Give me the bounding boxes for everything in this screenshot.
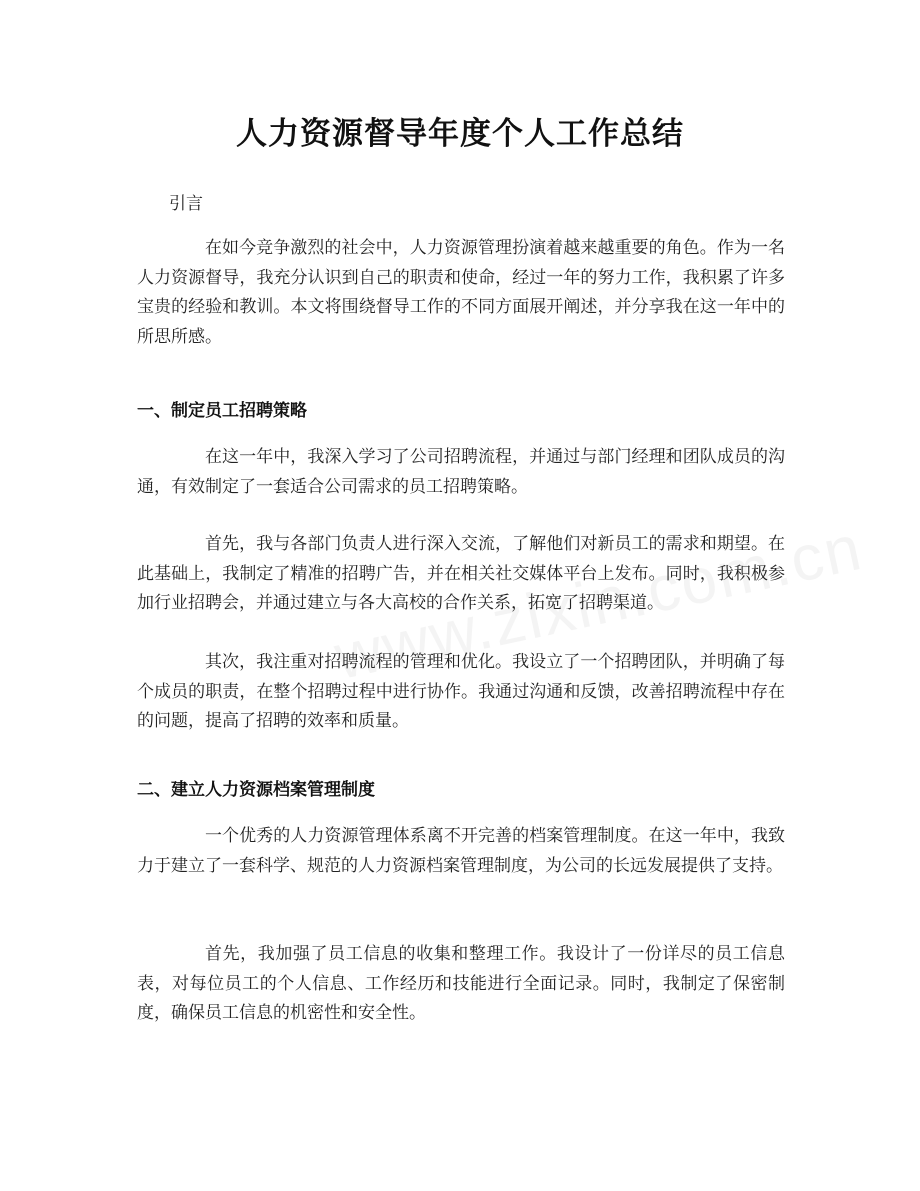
- section-heading-recruitment: 一、制定员工招聘策略: [137, 401, 307, 421]
- document-title: 人力资源督导年度个人工作总结: [236, 116, 684, 152]
- archives-paragraph-2: 首先，我加强了员工信息的收集和整理工作。我设计了一份详尽的员工信息表，对每位员工的个人信息、工作经历和技能进行全面记录。同时，我制定了保密制度，确保员工信息的机密性和安全性。: [137, 944, 785, 1023]
- recruitment-paragraph-2: 首先，我与各部门负责人进行深入交流，了解他们对新员工的需求和期望。在此基础上，我制定了精准的招聘广告，并在相关社交媒体平台上发布。同时，我积极参加行业招聘会，并通过建立与各大高校的合作关系，拓宽了招聘渠道。: [137, 534, 785, 613]
- recruitment-paragraph-3: 其次，我注重对招聘流程的管理和优化。我设立了一个招聘团队，并明确了每个成员的职责，在整个招聘过程中进行协作。我通过沟通和反馈，改善招聘流程中存在的问题，提高了招聘的效率和质量。: [137, 652, 785, 731]
- intro-paragraph: 在如今竞争激烈的社会中，人力资源管理扮演着越来越重要的角色。作为一名人力资源督导，我充分认识到自己的职责和使命，经过一年的努力工作，我积累了许多宝贵的经验和教训。本文将围绕督导工作的不同方面展开阐述，并分享我在这一年中的所思所感。: [137, 238, 785, 347]
- intro-label: 引言: [169, 194, 203, 214]
- recruitment-paragraph-1: 在这一年中，我深入学习了公司招聘流程，并通过与部门经理和团队成员的沟通，有效制定了一套适合公司需求的员工招聘策略。: [137, 447, 785, 497]
- section-heading-archives: 二、建立人力资源档案管理制度: [137, 780, 375, 800]
- archives-paragraph-1: 一个优秀的人力资源管理体系离不开完善的档案管理制度。在这一年中，我致力于建立了一套科学、规范的人力资源档案管理制度，为公司的长远发展提供了支持。: [137, 826, 785, 876]
